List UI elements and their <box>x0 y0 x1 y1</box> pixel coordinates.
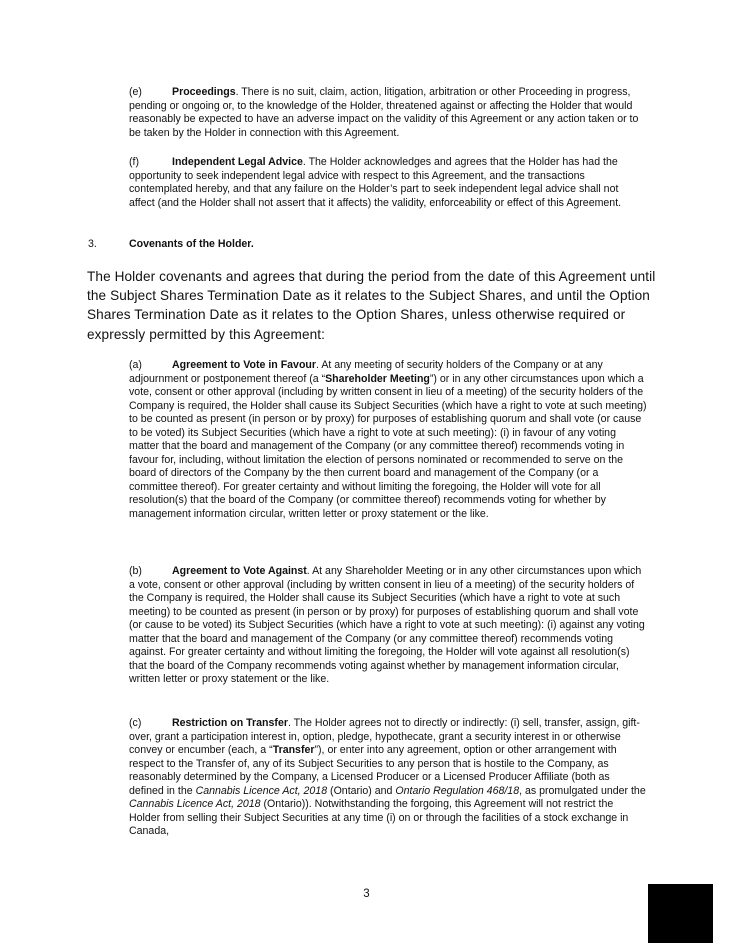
paragraph-heading: Agreement to Vote Against <box>172 565 307 577</box>
paragraph-text: . At any Shareholder Meeting or in any other circumstances upon which a vote, consent or other approval (including by written consent in lieu of a meeting) of the security holders of the Company is required, the Holder shall cause its Subject Securities (which have a right to vote at such meeting) to be counted as present (in person or by proxy) for purposes of establishing quorum and shall vote (or cause to be voted) its Subject Securities (which have a right to vote at such meeting): (i) against any voting matter that the board and management of the Company (or any committee thereof) recommends voting against. For greater certainty and without limiting the foregoing, the Holder will vote against all resolution(s) that the board of the Company recommends voting against whether by management information circular, written letter or proxy statement or the like. <box>129 565 645 685</box>
page-number: 3 <box>363 888 370 900</box>
section-number: 3. <box>88 238 97 250</box>
paragraph-f-independent-legal-advice <box>129 156 647 210</box>
paragraph-c-restriction-on-transfer <box>129 717 647 839</box>
section-intro-paragraph: The Holder covenants and agrees that during the period from the date of this Agreement until the Subject Shares Termination Date as it relates to the Subject Shares, and until the Option Shares Termination Date as it relates to the Option Shares, unless otherwise required or expressly permitted by this Agreement: <box>87 269 656 342</box>
paragraph-heading: Independent Legal Advice <box>172 156 303 168</box>
paragraph-text: (Ontario) and <box>327 784 396 797</box>
statute-name: Cannabis Licence Act, 2018 <box>129 798 261 810</box>
defined-term: Transfer <box>272 744 315 756</box>
paragraph-text: . The Holder acknowledges and agrees that the Holder has had the opportunity to seek independent legal advice with respect to this Agreement, and the transactions contemplated hereby, and that any failure on the Holder’s part to seek independent legal advice shall not affect (and the Holder shall not assert that it affects) the validity, enforceability or effect of this Agreement. <box>129 156 622 209</box>
paragraph-heading: Agreement to Vote in Favour <box>172 359 317 371</box>
paragraph-a-vote-in-favour <box>129 359 647 521</box>
regulation-name: Ontario Regulation 468/18 <box>395 784 520 797</box>
paragraph-text: (Ontario)). Notwithstanding the forgoing, this Agreement will not restrict the Holder from selling their Subject Securities at any time (i) on or through the facilities of a stock exchange in Canada, <box>129 798 629 837</box>
paragraph-tag: (f) <box>129 156 139 168</box>
paragraph-tag: (c) <box>129 717 142 729</box>
paragraph-heading: Proceedings <box>172 86 236 98</box>
paragraph-text: ”), or enter into any agreement, option or other arrangement with respect to the Transfer of, any of its Subject Securities to any person that is hostile to the Company, as reasonably determined by the Company, a Licensed Producer or a Licensed Producer Affiliate (both as defined in the <box>129 744 617 797</box>
section-heading <box>88 238 648 252</box>
paragraph-text: , as promulgated under the <box>519 784 646 797</box>
paragraph-e-proceedings <box>129 86 647 140</box>
paragraph-tag: (e) <box>129 86 142 98</box>
paragraph-text: . At any meeting of security holders of the Company or at any adjournment or postponement thereof (a “ <box>129 359 603 385</box>
section-title: Covenants of the Holder. <box>129 238 254 250</box>
defined-term: Shareholder Meeting <box>325 372 430 385</box>
paragraph-text: . The Holder agrees not to directly or indirectly: (i) sell, transfer, assign, gift-over, grant a participation interest in, option, pledge, hypothecate, grant a security interest in or otherwise convey or encumber (each, a “ <box>129 717 640 756</box>
paragraph-text: . There is no suit, claim, action, litigation, arbitration or other Proceeding in progress, pending or ongoing or, to the knowledge of the Holder, threatened against or affecting the Holder that would reasonably be expected to have an adverse impact on the validity of this Agreement or any action taken or to be taken by the Holder in connection with this Agreement. <box>129 86 639 139</box>
paragraph-heading: Restriction on Transfer <box>172 717 288 729</box>
paragraph-tag: (b) <box>129 565 142 577</box>
paragraph-b-vote-against <box>129 565 647 687</box>
paragraph-tag: (a) <box>129 359 142 371</box>
redaction-box <box>648 884 713 943</box>
statute-name: Cannabis Licence Act, 2018 <box>195 784 328 797</box>
paragraph-text: ”) or in any other circumstances upon which a vote, consent or other approval (including by written consent in lieu of a meeting) of the security holders of the Company is required, the Holder shall cause its Subject Securities (which have a right to vote at such meeting) to be counted as present (in person or by proxy) for purposes of establishing quorum and shall vote (or cause to be voted) its Subject Securities (which have a right to vote at such meeting): (i) in favour of any voting matter that the board and management of the Company (or any committee thereof) recommends voting in favour for, including, without limitation the election of persons nominated or recommended to serve on the board of directors of the Company by the then current board and management of the Company (or a committee thereof). For greater certainty and without limiting the foregoing, the Holder will vote for all resolution(s) that the board of the Company (or committee thereof) recommends voting for whether by management information circular, written letter or proxy statement or the like. <box>129 372 647 520</box>
